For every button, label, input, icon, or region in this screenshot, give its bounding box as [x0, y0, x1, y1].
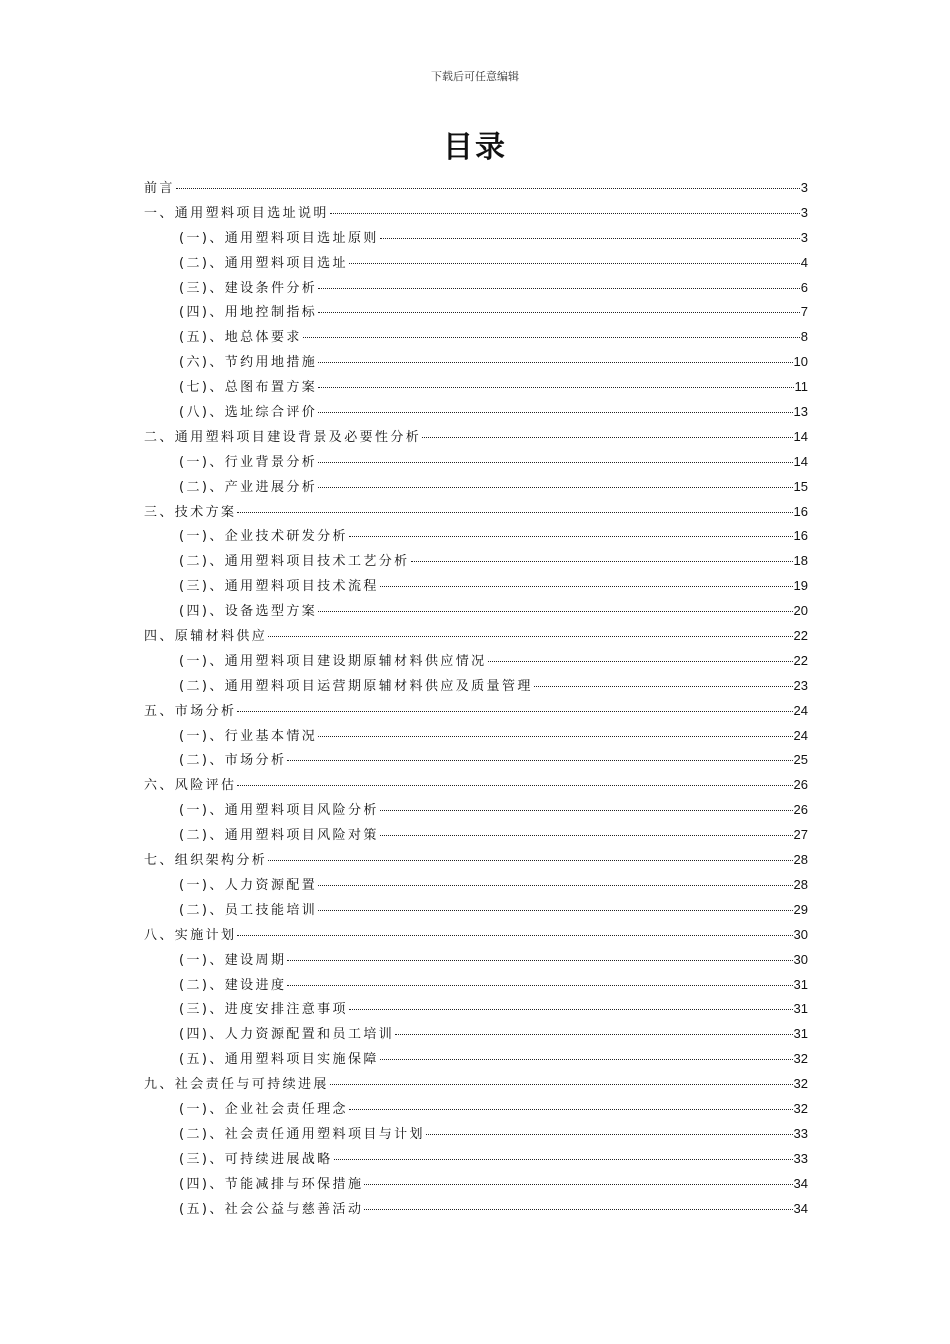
toc-dot-leader	[318, 873, 792, 886]
toc-entry-title: 一、通用塑料项目选址说明	[144, 205, 329, 221]
toc-chapter-entry[interactable]	[144, 201, 808, 226]
toc-dot-leader	[426, 1122, 793, 1135]
toc-page-number: 11	[794, 379, 808, 395]
toc-entry-title: (一)、建设周期	[179, 952, 287, 968]
toc-page-number: 24	[793, 727, 808, 743]
toc-section-entry[interactable]	[144, 1172, 808, 1197]
toc-dot-leader	[380, 823, 793, 836]
toc-entry-title: (二)、产业进展分析	[179, 479, 318, 495]
toc-dot-leader	[380, 226, 800, 239]
toc-entry-title: 九、社会责任与可持续进展	[144, 1077, 329, 1093]
toc-chapter-entry[interactable]	[144, 923, 808, 948]
toc-page-number: 4	[800, 254, 808, 270]
toc-section-entry[interactable]	[144, 226, 808, 251]
toc-entry-title: (一)、企业社会责任理念	[179, 1101, 348, 1117]
toc-entry-title: (七)、总图布置方案	[179, 380, 318, 396]
toc-dot-leader	[318, 599, 792, 612]
toc-page-number: 31	[793, 1026, 808, 1042]
toc-section-entry[interactable]	[144, 400, 808, 425]
toc-page-number: 30	[793, 951, 808, 967]
toc-page-number: 30	[793, 926, 808, 942]
toc-section-entry[interactable]	[144, 375, 808, 400]
toc-dot-leader	[318, 898, 792, 911]
toc-page-number: 29	[793, 901, 808, 917]
toc-page-number: 23	[793, 677, 808, 693]
toc-entry-title: (二)、通用塑料项目运营期原辅材料供应及质量管理	[179, 678, 533, 694]
toc-section-entry[interactable]	[144, 475, 808, 500]
toc-dot-leader	[237, 923, 792, 936]
toc-entry-title: (二)、市场分析	[179, 753, 287, 769]
toc-chapter-entry[interactable]	[144, 176, 808, 201]
toc-dot-leader	[364, 1172, 792, 1185]
toc-entry-title: (八)、选址综合评价	[179, 405, 318, 421]
toc-dot-leader	[349, 524, 793, 537]
toc-dot-leader	[318, 475, 792, 488]
toc-section-entry[interactable]	[144, 1197, 808, 1222]
toc-entry-title: (一)、行业背景分析	[179, 454, 318, 470]
toc-chapter-entry[interactable]	[144, 773, 808, 798]
toc-section-entry[interactable]	[144, 898, 808, 923]
toc-entry-title: (五)、地总体要求	[179, 330, 302, 346]
toc-section-entry[interactable]	[144, 1147, 808, 1172]
toc-section-entry[interactable]	[144, 823, 808, 848]
toc-page-number: 14	[793, 428, 808, 444]
toc-entry-title: 七、组织架构分析	[144, 853, 268, 869]
toc-section-entry[interactable]	[144, 1122, 808, 1147]
toc-entry-title: (四)、设备选型方案	[179, 604, 318, 620]
toc-section-entry[interactable]	[144, 524, 808, 549]
toc-dot-leader	[380, 798, 793, 811]
toc-page-number: 16	[793, 528, 808, 544]
toc-section-entry[interactable]	[144, 873, 808, 898]
toc-section-entry[interactable]	[144, 574, 808, 599]
toc-entry-title: (一)、行业基本情况	[179, 728, 318, 744]
toc-dot-leader	[237, 699, 792, 712]
toc-section-entry[interactable]	[144, 325, 808, 350]
toc-section-entry[interactable]	[144, 1022, 808, 1047]
toc-page-number: 13	[793, 404, 808, 420]
toc-chapter-entry[interactable]	[144, 699, 808, 724]
toc-section-entry[interactable]	[144, 1097, 808, 1122]
toc-chapter-entry[interactable]	[144, 1072, 808, 1097]
toc-page-number: 22	[793, 652, 808, 668]
toc-section-entry[interactable]	[144, 300, 808, 325]
toc-entry-title: (三)、可持续进展战略	[179, 1151, 333, 1167]
toc-dot-leader	[334, 1147, 793, 1160]
toc-entry-title: 前言	[144, 181, 175, 196]
toc-section-entry[interactable]	[144, 973, 808, 998]
toc-page-number: 26	[793, 802, 808, 818]
toc-page-number: 22	[793, 628, 808, 644]
toc-entry-title: (二)、通用塑料项目风险对策	[179, 828, 379, 844]
toc-dot-leader	[380, 1047, 793, 1060]
toc-page-number: 19	[793, 578, 808, 594]
toc-dot-leader	[330, 1072, 793, 1085]
toc-page-number: 15	[793, 478, 808, 494]
header-note: 下载后可任意编辑	[431, 70, 519, 83]
toc-entry-title: (五)、社会公益与慈善活动	[179, 1201, 364, 1217]
toc-section-entry[interactable]	[144, 251, 808, 276]
toc-section-entry[interactable]	[144, 599, 808, 624]
toc-page-number: 25	[793, 752, 808, 768]
toc-dot-leader	[318, 450, 792, 463]
toc-entry-title: (二)、通用塑料项目选址	[179, 255, 348, 271]
toc-section-entry[interactable]	[144, 997, 808, 1022]
toc-entry-title: (四)、人力资源配置和员工培训	[179, 1027, 395, 1043]
toc-section-entry[interactable]	[144, 649, 808, 674]
toc-entry-title: (一)、通用塑料项目建设期原辅材料供应情况	[179, 653, 487, 669]
toc-page-number: 10	[793, 354, 808, 370]
toc-page-number: 8	[800, 329, 808, 345]
toc-dot-leader	[534, 674, 793, 687]
toc-entry-title: (一)、人力资源配置	[179, 877, 318, 893]
toc-dot-leader	[318, 375, 793, 388]
toc-dot-leader	[268, 624, 792, 637]
toc-page-number: 24	[793, 702, 808, 718]
toc-section-entry[interactable]	[144, 350, 808, 375]
toc-entry-title: (三)、建设条件分析	[179, 280, 318, 296]
toc-entry-title: (二)、建设进度	[179, 977, 287, 993]
toc-page-number: 18	[793, 553, 808, 569]
toc-section-entry[interactable]	[144, 1047, 808, 1072]
toc-dot-leader	[318, 350, 792, 363]
toc-entry-title: 四、原辅材料供应	[144, 629, 268, 645]
toc-dot-leader	[349, 997, 793, 1010]
toc-section-entry[interactable]	[144, 549, 808, 574]
toc-section-entry[interactable]	[144, 724, 808, 749]
toc-dot-leader	[318, 300, 800, 313]
toc-section-entry[interactable]	[144, 276, 808, 301]
toc-entry-title: (五)、通用塑料项目实施保障	[179, 1052, 379, 1068]
toc-page-number: 3	[800, 180, 808, 195]
toc-page-number: 27	[793, 827, 808, 843]
toc-section-entry[interactable]	[144, 674, 808, 699]
toc-entry-title: 三、技术方案	[144, 504, 237, 520]
toc-dot-leader	[411, 549, 793, 562]
toc-page-number: 31	[793, 1001, 808, 1017]
toc-entry-title: (四)、用地控制指标	[179, 305, 318, 321]
toc-entry-title: (四)、节能减排与环保措施	[179, 1176, 364, 1192]
toc-entry-title: 八、实施计划	[144, 927, 237, 943]
toc-page-number: 28	[793, 852, 808, 868]
toc-dot-leader	[303, 325, 800, 338]
toc-page-number: 3	[800, 229, 808, 245]
table-of-contents	[144, 176, 808, 1221]
toc-page-number: 33	[793, 1150, 808, 1166]
toc-page-number: 28	[793, 876, 808, 892]
toc-page-number: 20	[793, 603, 808, 619]
toc-dot-leader	[349, 251, 800, 264]
toc-entry-title: (六)、节约用地措施	[179, 355, 318, 371]
toc-dot-leader	[268, 848, 792, 861]
toc-dot-leader	[287, 748, 792, 761]
toc-entry-title: (三)、进度安排注意事项	[179, 1002, 348, 1018]
toc-dot-leader	[287, 948, 792, 961]
page-title: 目录	[443, 130, 507, 165]
toc-entry-title: (二)、员工技能培训	[179, 902, 318, 918]
toc-entry-title: (一)、企业技术研发分析	[179, 529, 348, 545]
toc-page-number: 31	[793, 976, 808, 992]
toc-entry-title: (一)、通用塑料项目选址原则	[179, 230, 379, 246]
toc-entry-title: (一)、通用塑料项目风险分析	[179, 803, 379, 819]
toc-dot-leader	[237, 500, 792, 513]
toc-page-number: 32	[793, 1100, 808, 1116]
toc-entry-title: 六、风险评估	[144, 778, 237, 794]
toc-chapter-entry[interactable]	[144, 425, 808, 450]
toc-chapter-entry[interactable]	[144, 624, 808, 649]
toc-section-entry[interactable]	[144, 748, 808, 773]
toc-section-entry[interactable]	[144, 450, 808, 475]
toc-section-entry[interactable]	[144, 798, 808, 823]
toc-entry-title: 五、市场分析	[144, 703, 237, 719]
toc-chapter-entry[interactable]	[144, 848, 808, 873]
toc-dot-leader	[422, 425, 792, 438]
toc-dot-leader	[176, 176, 800, 189]
toc-entry-title: (三)、通用塑料项目技术流程	[179, 579, 379, 595]
toc-page-number: 32	[793, 1076, 808, 1092]
toc-dot-leader	[330, 201, 800, 214]
toc-page-number: 34	[793, 1175, 808, 1191]
toc-dot-leader	[380, 574, 793, 587]
toc-page-number: 26	[793, 777, 808, 793]
toc-page-number: 7	[800, 304, 808, 320]
toc-entry-title: (二)、社会责任通用塑料项目与计划	[179, 1126, 425, 1142]
toc-dot-leader	[488, 649, 793, 662]
toc-page-number: 3	[800, 204, 808, 220]
toc-dot-leader	[318, 724, 792, 737]
toc-dot-leader	[395, 1022, 792, 1035]
toc-page-number: 6	[800, 279, 808, 295]
toc-section-entry[interactable]	[144, 948, 808, 973]
toc-page-number: 34	[793, 1200, 808, 1216]
toc-entry-title: (二)、通用塑料项目技术工艺分析	[179, 554, 410, 570]
toc-page-number: 32	[793, 1051, 808, 1067]
toc-chapter-entry[interactable]	[144, 500, 808, 525]
toc-dot-leader	[349, 1097, 793, 1110]
toc-dot-leader	[287, 973, 792, 986]
toc-dot-leader	[318, 400, 792, 413]
toc-dot-leader	[364, 1197, 792, 1210]
toc-dot-leader	[318, 276, 800, 289]
toc-entry-title: 二、通用塑料项目建设背景及必要性分析	[144, 429, 422, 445]
toc-page-number: 14	[793, 453, 808, 469]
toc-page-number: 16	[793, 503, 808, 519]
toc-page-number: 33	[793, 1125, 808, 1141]
toc-dot-leader	[237, 773, 792, 786]
